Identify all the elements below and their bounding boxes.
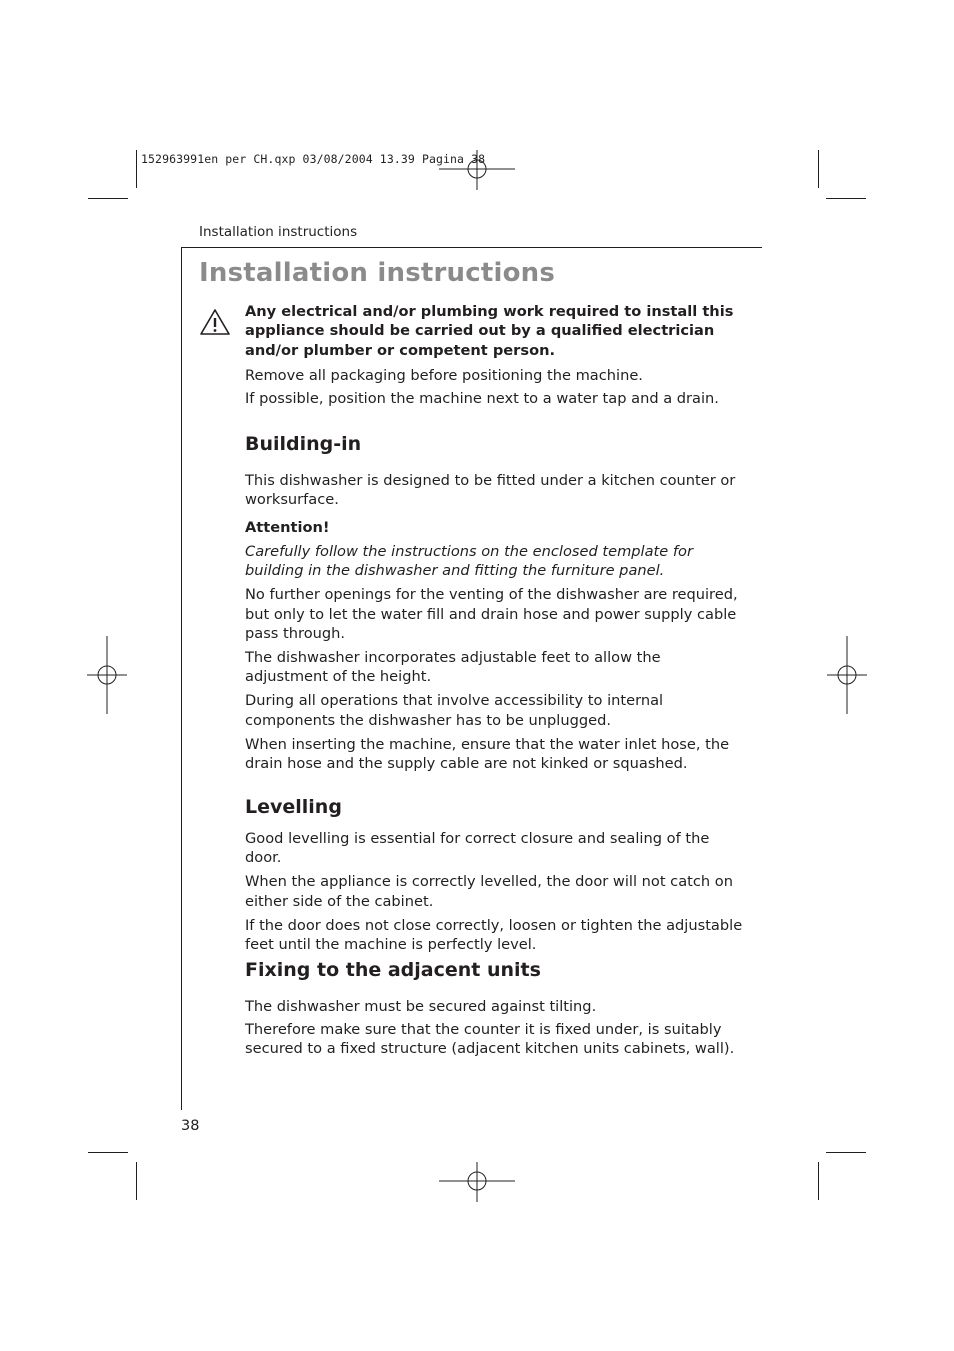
left-margin-rule	[181, 247, 182, 1110]
warning-block	[245, 302, 745, 360]
fixing-section	[245, 997, 745, 1059]
paragraph: The dishwasher must be secured against tilting.	[245, 998, 597, 1015]
attention-text: Carefully follow the instructions on the enclosed template for building in the dishwasher and fitting the furniture panel.	[245, 542, 693, 580]
paragraph: The dishwasher incorporates adjustable feet to allow the adjustment of the height.	[245, 649, 661, 686]
section-heading-levelling: Levelling	[245, 796, 342, 818]
paragraph: Good levelling is essential for correct closure and sealing of the door.	[245, 830, 710, 867]
registration-mark-bottom	[437, 1162, 517, 1202]
paragraph: When inserting the machine, ensure that the water inlet hose, the drain hose and the supply cable are not kinked or squashed.	[245, 735, 730, 773]
paragraph: Therefore make sure that the counter it is fixed under, is suitably secured to a fixed structure (adjacent kitchen units cabinets, wall).	[245, 1021, 735, 1058]
building-in-section	[245, 471, 745, 774]
registration-mark-left	[87, 636, 127, 714]
section-heading-building-in: Building-in	[245, 433, 362, 455]
header-rule	[181, 247, 762, 248]
paragraph: This dishwasher is designed to be fitted under a kitchen counter or worksurface.	[245, 472, 736, 509]
paragraph: During all operations that involve accessibility to internal components the dishwasher has to be unplugged.	[245, 692, 664, 729]
section-heading-fixing: Fixing to the adjacent units	[245, 959, 541, 981]
warning-triangle-icon	[199, 308, 231, 336]
registration-mark-right	[827, 636, 867, 714]
paragraph: When the appliance is correctly levelled, the door will not catch on either side of the cabinet.	[245, 873, 733, 910]
registration-mark-top	[437, 150, 517, 190]
page-number: 38	[181, 1118, 200, 1134]
page-title: Installation instructions	[199, 258, 556, 288]
paragraph: No further openings for the venting of the dishwasher are required, but only to let the water fill and drain hose and power supply cable pass through.	[245, 586, 738, 643]
warning-text: Any electrical and/or plumbing work required to install this appliance should be carried out by a qualified electrician and/or plumber or competent person.	[245, 303, 734, 359]
paragraph: If the door does not close correctly, loosen or tighten the adjustable feet until the machine is perfectly level.	[245, 916, 743, 954]
intro-paragraph: If possible, position the machine next to a water tap and a drain.	[245, 390, 719, 407]
levelling-section	[245, 829, 745, 955]
attention-label: Attention!	[245, 518, 330, 536]
intro-block	[245, 366, 745, 408]
running-header: Installation instructions	[199, 224, 358, 240]
intro-paragraph: Remove all packaging before positioning the machine.	[245, 367, 643, 384]
print-slug: 152963991en per CH.qxp 03/08/2004 13.39 Pagina 38	[141, 152, 486, 166]
